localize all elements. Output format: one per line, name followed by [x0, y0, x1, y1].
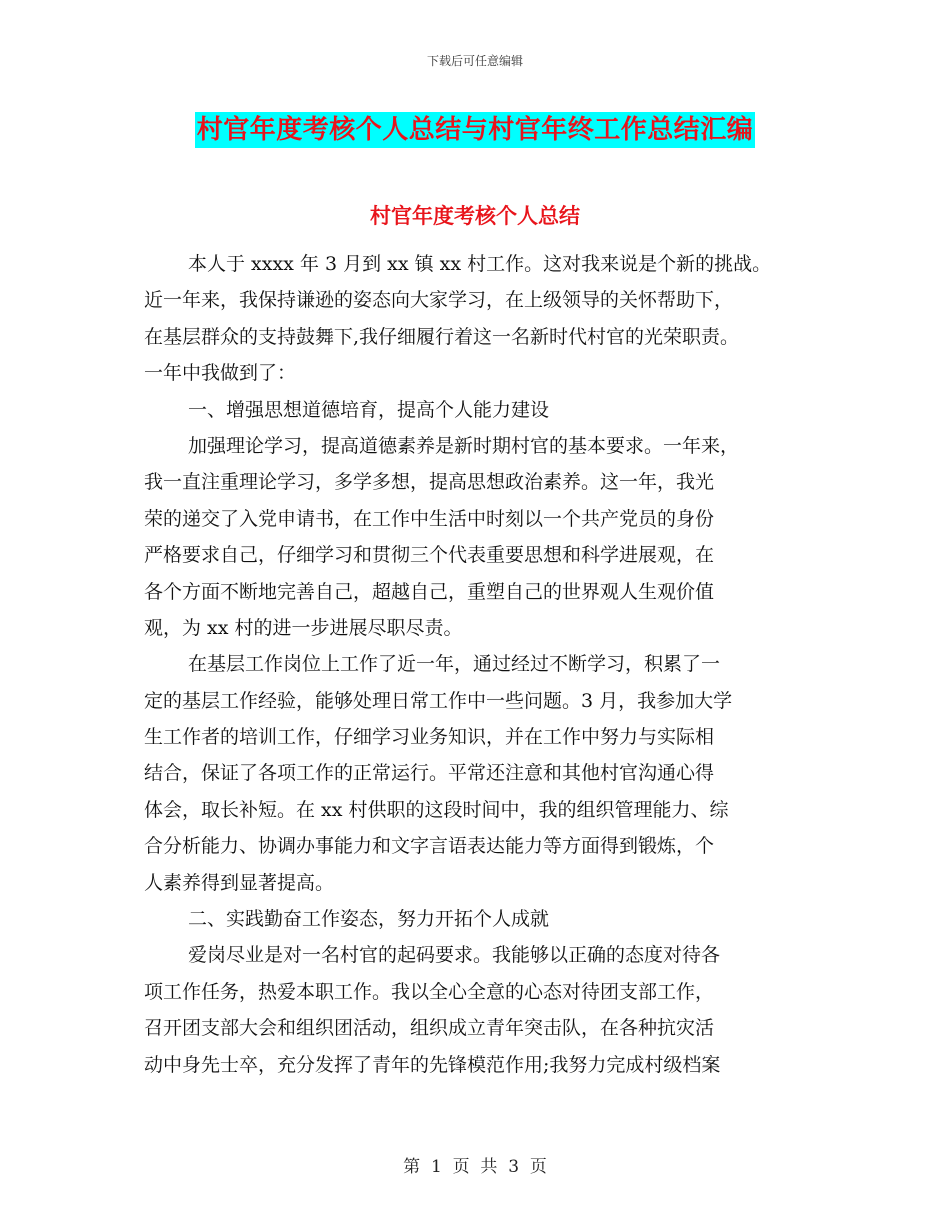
- text-line: 各个方面不断地完善自己，超越自己，重塑自己的世界观人生观价值: [144, 580, 715, 603]
- header-note: 下载后可任意编辑: [426, 54, 523, 68]
- text-line: 二、实践勤奋工作姿态，努力开拓个人成就: [188, 908, 550, 931]
- text-line: 我一直注重理论学习，多学多想，提高思想政治素养。这一年，我光: [144, 471, 715, 494]
- text-line: 生工作者的培训工作，仔细学习业务知识，并在工作中努力与实际相: [144, 726, 715, 749]
- text-line: 严格要求自己，仔细学习和贯彻三个代表重要思想和科学进展观，在: [144, 544, 715, 567]
- text-line: 一年中我做到了：: [144, 362, 297, 385]
- section-title: 村官年度考核个人总结: [370, 203, 580, 228]
- text-line: 一、增强思想道德培育，提高个人能力建设: [188, 398, 550, 421]
- text-line: 人素养得到显著提高。: [144, 871, 335, 894]
- text-line: 观，为 xx 村的进一步进展尽职尽责。: [144, 616, 463, 639]
- text-line: 在基层群众的支持鼓舞下,我仔细履行着这一名新时代村官的光荣职责。: [144, 325, 740, 348]
- text-line: 召开团支部大会和组织团活动，组织成立青年突击队，在各种抗灾活: [144, 1017, 715, 1040]
- text-line: 在基层工作岗位上工作了近一年，通过经过不断学习，积累了一: [188, 653, 721, 676]
- text-line: 定的基层工作经验，能够处理日常工作中一些问题。3 月，我参加大学: [144, 689, 733, 712]
- text-line: 结合，保证了各项工作的正常运行。平常还注意和其他村官沟通心得: [144, 762, 715, 785]
- text-line: 荣的递交了入党申请书，在工作中生活中时刻以一个共产党员的身份: [144, 507, 715, 530]
- text-line: 项工作任务，热爱本职工作。我以全心全意的心态对待团支部工作，: [144, 980, 715, 1003]
- page-footer: 第 1 页 共 3 页: [403, 1157, 547, 1177]
- text-line: 加强理论学习，提高道德素养是新时期村官的基本要求。一年来，: [188, 434, 740, 457]
- main-title-container: [0, 112, 950, 148]
- main-title: 村官年度考核个人总结与村官年终工作总结汇编: [195, 112, 756, 148]
- text-line: 体会，取长补短。在 xx 村供职的这段时间中，我的组织管理能力、综: [144, 798, 729, 821]
- text-line: 近一年来，我保持谦逊的姿态向大家学习，在上级领导的关怀帮助下，: [144, 289, 734, 312]
- text-line: 爱岗尽业是对一名村官的起码要求。我能够以正确的态度对待各: [188, 944, 721, 967]
- document-body: [144, 246, 814, 1083]
- text-line: 本人于 xxxx 年 3 月到 xx 镇 xx 村工作。这对我来说是个新的挑战。: [188, 253, 772, 275]
- text-line: 动中身先士卒，充分发挥了青年的先锋模范作用;我努力完成村级档案: [144, 1053, 721, 1076]
- text-line: 合分析能力、协调办事能力和文字言语表达能力等方面得到锻炼，个: [144, 835, 715, 858]
